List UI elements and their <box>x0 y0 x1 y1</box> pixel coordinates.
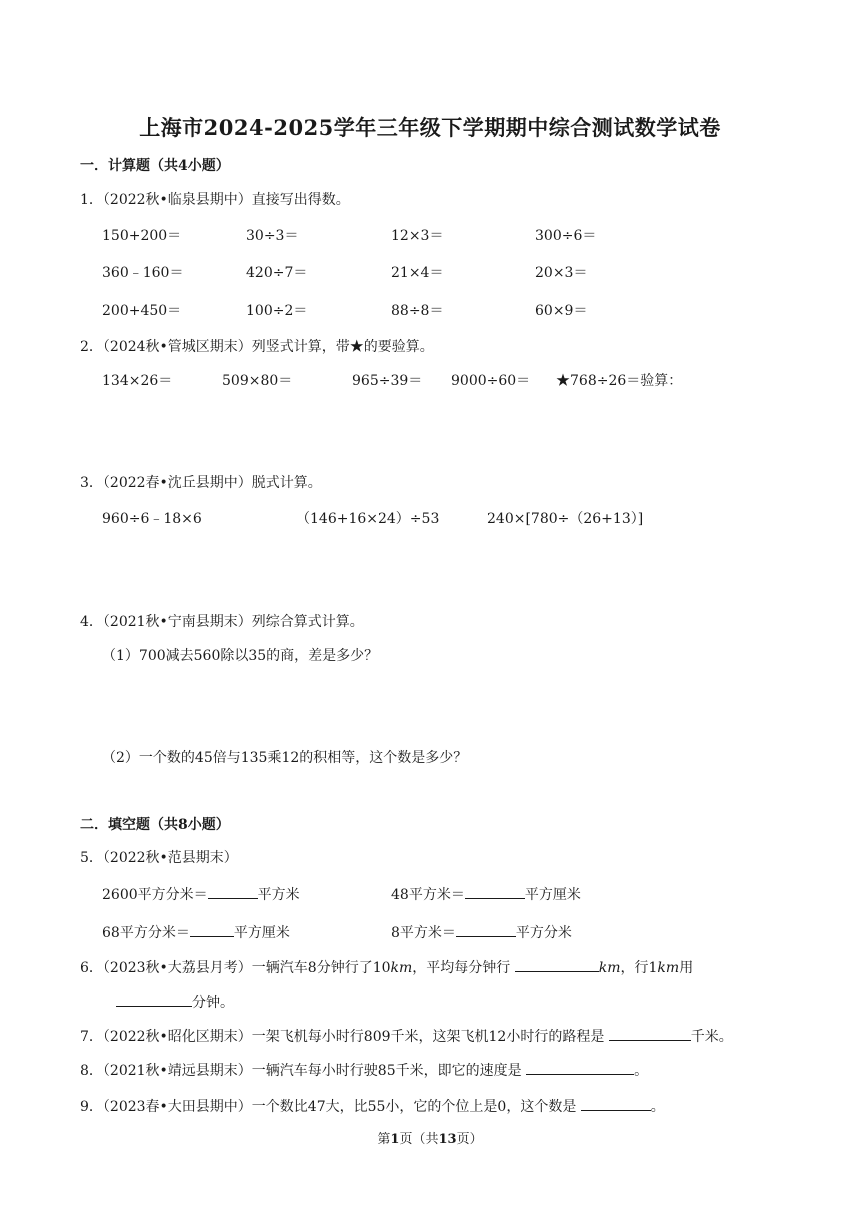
q1-item: 12×3＝ <box>391 228 444 244</box>
q1-item: 100÷2＝ <box>246 303 308 319</box>
q3-item: 960÷6﹣18×6 <box>102 511 202 527</box>
answer-blank[interactable] <box>526 1060 634 1075</box>
page-title: 上海市2024-2025学年三年级下学期期中综合测试数学试卷 <box>139 115 721 140</box>
page-total: 13 <box>438 1132 457 1147</box>
q2-item: 134×26＝ <box>102 373 173 389</box>
q2-item-verify: ★768÷26＝验算： <box>556 373 683 389</box>
page-number: 1 <box>390 1132 400 1147</box>
answer-blank[interactable] <box>515 957 599 972</box>
q1-item: 21×4＝ <box>391 265 444 281</box>
answer-blank[interactable] <box>465 884 525 899</box>
q1-item: 88÷8＝ <box>391 303 444 319</box>
q1-item: 360﹣160＝ <box>102 265 184 281</box>
q1-item: 60×9＝ <box>535 303 588 319</box>
page-footer: 第1页（共13页） <box>377 1132 483 1147</box>
question-6-line2: 分钟。 <box>116 992 234 1013</box>
answer-blank[interactable] <box>116 992 192 1007</box>
question-1-stem: 1．（2022秋•临泉县期中）直接写出得数。 <box>80 192 350 208</box>
question-6-line1: 6．（2023秋•大荔县月考）一辆汽车8分钟行了10km，平均每分钟行 km，行1km用 <box>80 957 693 978</box>
question-9: 9．（2023春•大田县期中）一个数比47大，比55小，它的个位上是0，这个数是 。 <box>80 1096 665 1117</box>
section-heading-fill-blank: 二．填空题（共8小题） <box>80 817 230 833</box>
q4-subquestion-1: （1）700减去560除以35的商，差是多少？ <box>102 648 379 664</box>
q1-item: 420÷7＝ <box>246 265 308 281</box>
q1-item: 200+450＝ <box>102 303 182 319</box>
question-7: 7．（2022秋•昭化区期末）一架飞机每小时行809千米，这架飞机12小时行的路程是 千米。 <box>80 1026 733 1047</box>
q5-item-b: 48平方米＝ 平方厘米 <box>391 884 581 905</box>
question-5-stem: 5．（2022秋•范县期末） <box>80 850 238 866</box>
question-8: 8．（2021秋•靖远县期末）一辆汽车每小时行驶85千米，即它的速度是 。 <box>80 1060 648 1081</box>
q5-item-c: 68平方分米＝ 平方厘米 <box>102 922 290 943</box>
q1-item: 150+200＝ <box>102 228 182 244</box>
q2-item: 9000÷60＝ <box>451 373 531 389</box>
question-2-stem: 2．（2024秋•管城区期末）列竖式计算，带★的要验算。 <box>80 339 434 355</box>
answer-blank[interactable] <box>208 884 258 899</box>
section-heading-calculation: 一．计算题（共4小题） <box>80 158 230 174</box>
q5-item-a: 2600平方分米＝ 平方米 <box>102 884 300 905</box>
q2-item: 965÷39＝ <box>352 373 423 389</box>
q4-subquestion-2: （2）一个数的45倍与135乘12的积相等，这个数是多少？ <box>102 750 468 766</box>
q2-item: 509×80＝ <box>222 373 293 389</box>
question-4-stem: 4．（2021秋•宁南县期末）列综合算式计算。 <box>80 614 364 630</box>
q5-item-d: 8平方米＝ 平方分米 <box>391 922 572 943</box>
question-3-stem: 3．（2022春•沈丘县期中）脱式计算。 <box>80 475 322 491</box>
answer-blank[interactable] <box>456 922 516 937</box>
q1-item: 30÷3＝ <box>246 228 299 244</box>
answer-blank[interactable] <box>609 1026 691 1041</box>
q3-item: 240×[780÷（26+13）] <box>487 511 644 527</box>
answer-blank[interactable] <box>581 1096 651 1111</box>
q1-item: 20×3＝ <box>535 265 588 281</box>
q3-item: （146+16×24）÷53 <box>296 511 440 527</box>
answer-blank[interactable] <box>190 922 234 937</box>
q1-item: 300÷6＝ <box>535 228 597 244</box>
